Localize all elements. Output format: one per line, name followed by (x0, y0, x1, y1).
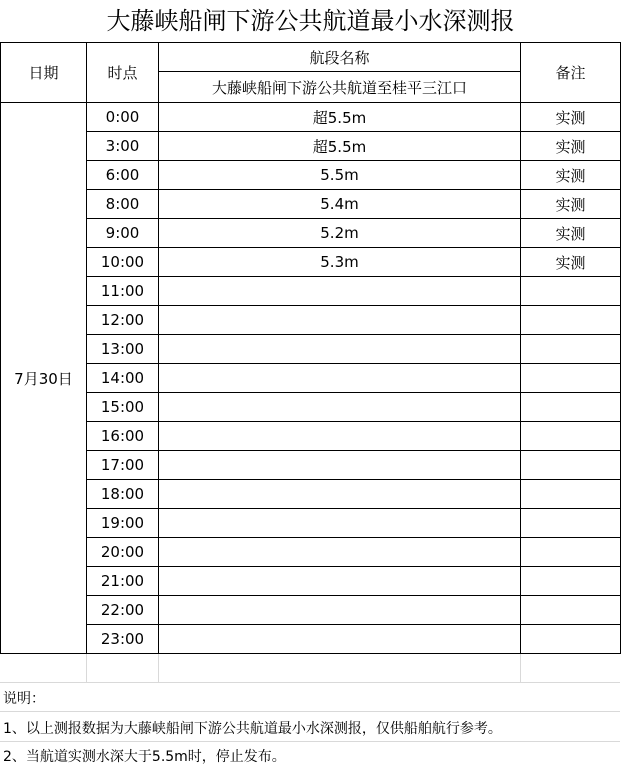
table-row (1, 161, 621, 190)
time-cell: 8:00 (87, 190, 159, 219)
table-row (1, 103, 621, 132)
header-time: 时点 (87, 43, 159, 103)
remark-cell (521, 480, 621, 509)
depth-cell (159, 277, 521, 306)
time-cell: 16:00 (87, 422, 159, 451)
remark-cell: 实测 (521, 161, 621, 190)
table-row (1, 219, 621, 248)
note-item-2: 2、当航道实测水深大于5.5m时，停止发布。 (3, 749, 286, 765)
table-row (1, 306, 621, 335)
table-row (1, 248, 621, 277)
table-row (1, 509, 621, 538)
remark-cell (521, 364, 621, 393)
depth-cell (159, 422, 521, 451)
table-row (1, 596, 621, 625)
table-row (1, 625, 621, 654)
remark-cell (521, 451, 621, 480)
depth-report-table (0, 42, 621, 654)
header-segment: 大藤峡船闸下游公共航道至桂平三江口 (159, 72, 521, 103)
depth-cell: 5.4m (159, 190, 521, 219)
note-item-1: 1、以上测报数据为大藤峡船闸下游公共航道最小水深测报，仅供船舶航行参考。 (3, 721, 502, 737)
remark-cell (521, 393, 621, 422)
depth-cell (159, 364, 521, 393)
depth-cell (159, 596, 521, 625)
depth-cell (159, 480, 521, 509)
time-cell: 6:00 (87, 161, 159, 190)
notes-heading: 说明： (3, 691, 45, 707)
depth-cell: 5.5m (159, 161, 521, 190)
remark-cell: 实测 (521, 248, 621, 277)
time-cell: 0:00 (87, 103, 159, 132)
table-row (1, 393, 621, 422)
time-cell: 17:00 (87, 451, 159, 480)
remark-cell (521, 422, 621, 451)
header-remark: 备注 (521, 43, 621, 103)
remark-cell (521, 277, 621, 306)
time-cell: 11:00 (87, 277, 159, 306)
depth-cell: 5.3m (159, 248, 521, 277)
remark-cell: 实测 (521, 132, 621, 161)
remark-cell (521, 509, 621, 538)
time-cell: 15:00 (87, 393, 159, 422)
remark-cell: 实测 (521, 103, 621, 132)
time-cell: 22:00 (87, 596, 159, 625)
depth-cell (159, 538, 521, 567)
depth-cell (159, 451, 521, 480)
remark-cell (521, 596, 621, 625)
table-row (1, 335, 621, 364)
remark-cell (521, 567, 621, 596)
time-cell: 20:00 (87, 538, 159, 567)
depth-cell: 超5.5m (159, 132, 521, 161)
time-cell: 9:00 (87, 219, 159, 248)
remark-cell: 实测 (521, 219, 621, 248)
table-row (1, 190, 621, 219)
time-cell: 21:00 (87, 567, 159, 596)
time-cell: 13:00 (87, 335, 159, 364)
remark-cell (521, 625, 621, 654)
table-row (1, 451, 621, 480)
time-cell: 18:00 (87, 480, 159, 509)
time-cell: 19:00 (87, 509, 159, 538)
time-cell: 14:00 (87, 364, 159, 393)
table-row (1, 422, 621, 451)
depth-cell (159, 306, 521, 335)
depth-cell (159, 625, 521, 654)
depth-cell (159, 567, 521, 596)
time-cell: 23:00 (87, 625, 159, 654)
time-cell: 12:00 (87, 306, 159, 335)
depth-cell (159, 335, 521, 364)
header-date: 日期 (1, 43, 87, 103)
depth-cell (159, 509, 521, 538)
time-cell: 10:00 (87, 248, 159, 277)
table-row (1, 567, 621, 596)
table-row (1, 364, 621, 393)
remark-cell: 实测 (521, 190, 621, 219)
table-row (1, 132, 621, 161)
remark-cell (521, 538, 621, 567)
report-title: 大藤峡船闸下游公共航道最小水深测报 (106, 7, 515, 35)
remark-cell (521, 335, 621, 364)
date-cell: 7月30日 (1, 103, 87, 654)
table-row (1, 538, 621, 567)
depth-cell: 5.2m (159, 219, 521, 248)
header-segment-name: 航段名称 (159, 43, 521, 72)
table-row (1, 277, 621, 306)
remark-cell (521, 306, 621, 335)
depth-cell (159, 393, 521, 422)
time-cell: 3:00 (87, 132, 159, 161)
blank-row (0, 654, 620, 683)
depth-cell: 超5.5m (159, 103, 521, 132)
table-row (1, 480, 621, 509)
